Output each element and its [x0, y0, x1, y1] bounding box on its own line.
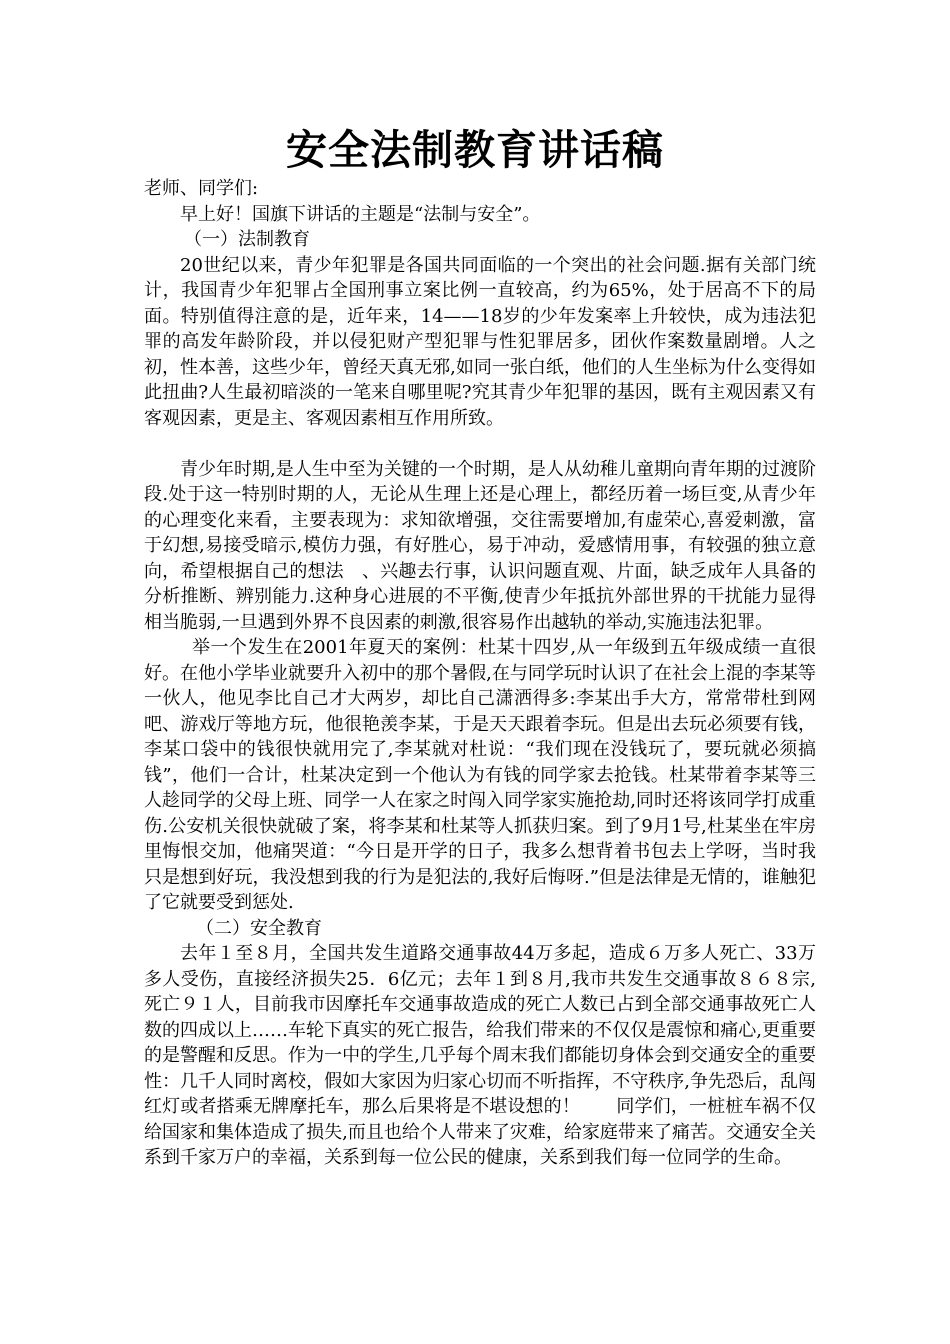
greeting-paragraph: 早上好！国旗下讲话的主题是“法制与安全”。 — [180, 203, 541, 225]
section-heading-safety: （二）安全教育 — [196, 917, 322, 939]
salutation: 老师、同学们: — [144, 178, 259, 199]
paragraph-juvenile-crime: 20世纪以来，青少年犯罪是各国共同面临的一个突出的社会问题.据有关部门统计，我国青少年犯罪占全国刑事立案比例一直较高，约为65%，处于居高不下的局面。特别值得注意的是，近年来，14——18岁的少年发案率上升较快，成为违法犯罪的高发年龄阶段，并以侵犯财产型犯罪与性犯罪居多，团伙作案数量剧增。人之初，性本善，这些少年，曾经天真无邪,如同一张白纸，他们的人生坐标为什么变得如此扭曲?人生最初暗淡的一笔来自哪里呢?究其青少年犯罪的基因，既有主观因素又有客观因素，更是主、客观因素相互作用所致。 — [144, 254, 816, 429]
blank-line — [144, 431, 816, 457]
paragraph-case-study: 举一个发生在2001年夏天的案例：杜某十四岁,从一年级到五年级成绩一直很好。在他小学毕业就要升入初中的那个暑假,在与同学玩时认识了在社会上混的李某等一伙人，他见李比自己才大两岁，却比自己潇洒得多:李某出手大方，常常带杜到网吧、游戏厅等地方玩，他很艳羡李某，于是天天跟着李玩。但是出去玩必须要有钱，李某口袋中的钱很快就用完了,李某就对杜说：“我们现在没钱玩了，要玩就必须搞钱”，他们一合计，杜某决定到一个他认为有钱的同学家去抢钱。杜某带着李某等三人趁同学的父母上班、同学一人在家之时闯入同学家实施抢劫,同时还将该同学打成重伤.公安机关很快就破了案，将李某和杜某等人抓获归案。到了9月1号,杜某坐在牢房里悔恨交加，他痛哭道：“今日是开学的日子，我多么想背着书包去上学呀，当时我只是想到好玩，我没想到我的行为是犯法的,我好后悔呀.”但是法律是无情的，谁触犯了它就要受到惩处. — [144, 637, 816, 913]
paragraph-traffic-safety: 去年１至８月，全国共发生道路交通事故44万多起，造成６万多人死亡、33万多人受伤，直接经济损失25．6亿元；去年１到８月,我市共发生交通事故８６８宗,死亡９１人，目前我市因摩托车交通事故造成的死亡人数已占到全部交通事故死亡人数的四成以上……车轮下真实的死亡报告，给我们带来的不仅仅是震惊和痛心,更重要的是警醒和反思。作为一中的学生,几乎每个周末我们都能切身体会到交通安全的重要性：几千人同时离校，假如大家因为归家心切而不听指挥，不守秩序,争先恐后，乱闯红灯或者搭乘无牌摩托车，那么后果将是不堪设想的！ 同学们，一桩桩车祸不仅给国家和集体造成了损失,而且也给个人带来了灾难，给家庭带来了痛苦。交通安全关系到千家万户的幸福，关系到每一位公民的健康，关系到我们每一位同学的生命。 — [144, 943, 816, 1168]
paragraph-adolescence: 青少年时期,是人生中至为关键的一个时期，是人从幼稚儿童期向青年期的过渡阶段.处于这一特别时期的人，无论从生理上还是心理上，都经历着一场巨变,从青少年的心理变化来看，主要表现为：求知欲增强，交往需要增加,有虚荣心,喜爱刺激，富于幻想,易接受暗示,模仿力强，有好胜心，易于冲动，爱感情用事，有较强的独立意向，希望根据自己的想法 、兴趣去行事，认识问题直观、片面，缺乏成年人具备的分析推断、辨别能力.这种身心进展的不平衡,使青少年抵抗外部世界的干扰能力显得相当脆弱,一旦遇到外界不良因素的刺激,很容易作出越轨的举动,实施违法犯罪。 — [144, 458, 816, 633]
section-heading-legal: （一）法制教育 — [184, 229, 310, 250]
page-title: 安全法制教育讲话稿 — [286, 126, 664, 174]
document-body — [144, 176, 816, 1171]
